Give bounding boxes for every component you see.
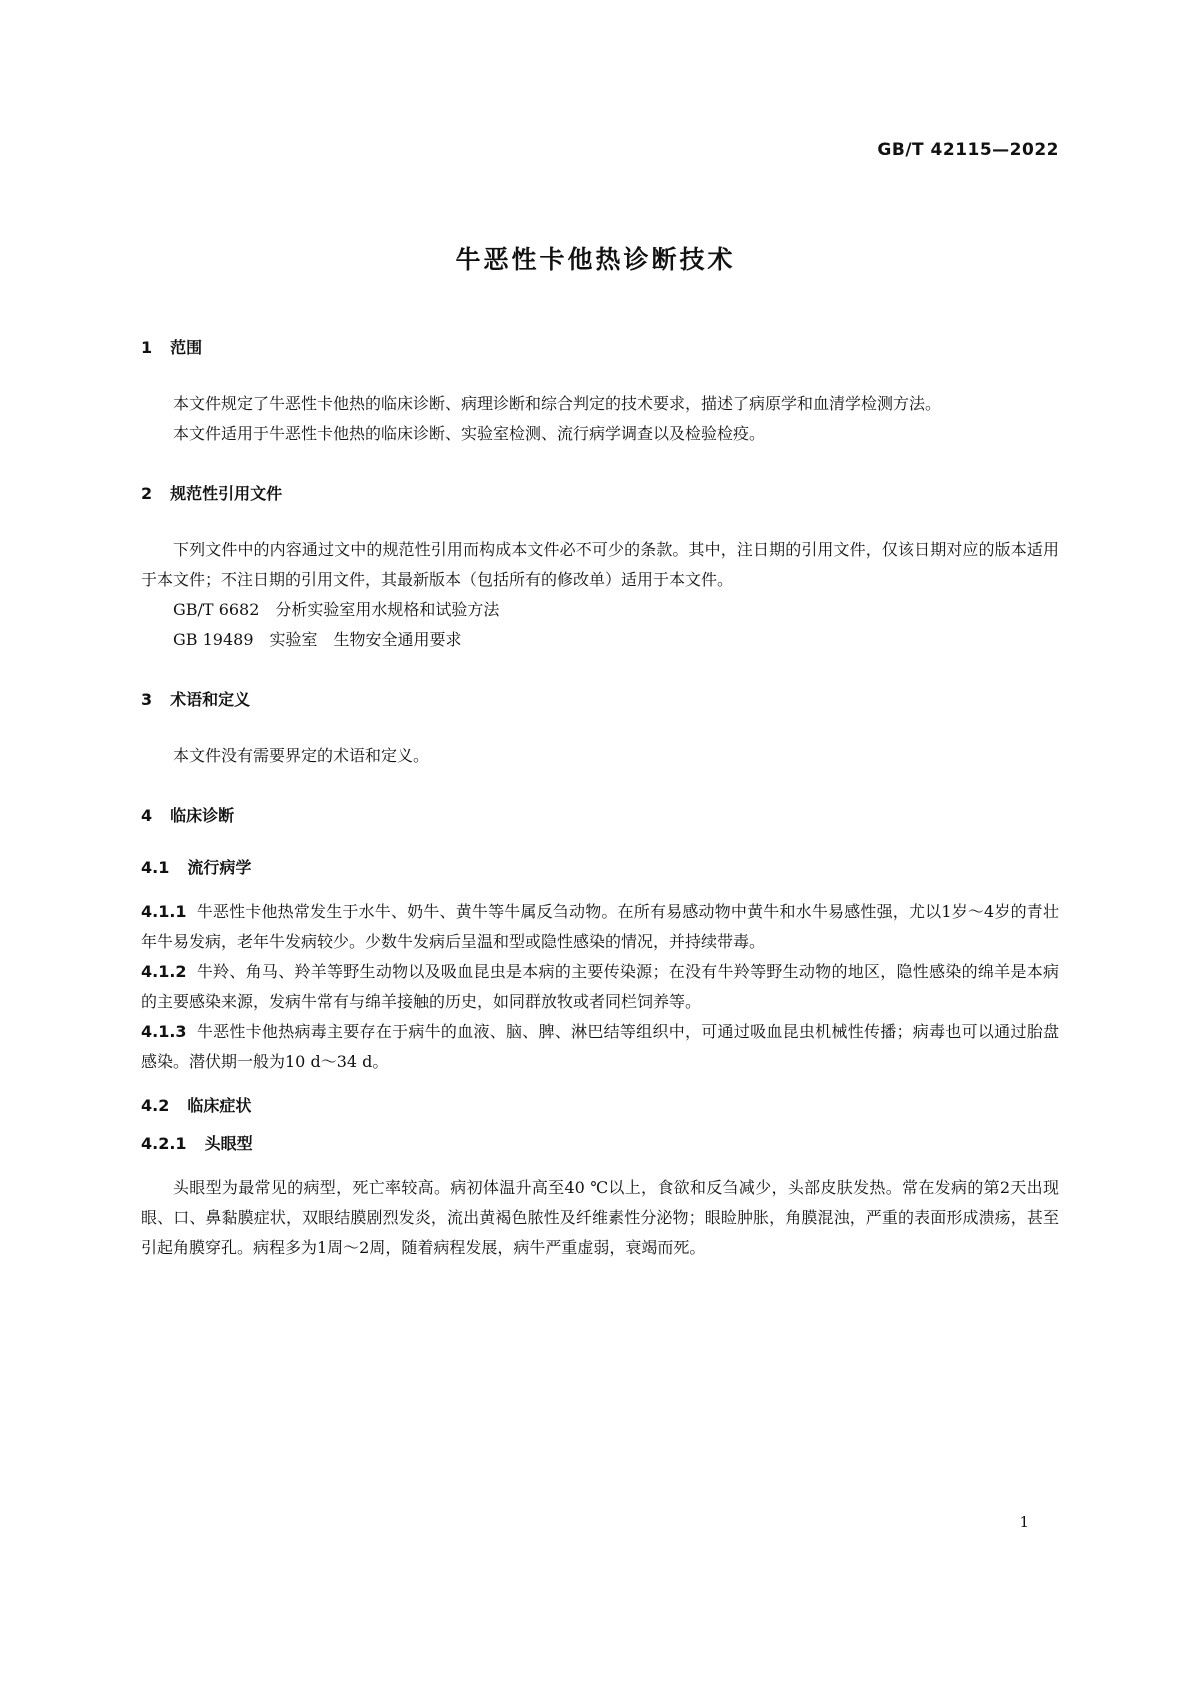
section-title: 临床症状 <box>187 1096 252 1115</box>
reference-title: 实验室 生物安全通用要求 <box>269 630 462 649</box>
clause-number: 4.1.3 <box>141 1022 187 1041</box>
section-number: 4.2 <box>141 1096 170 1115</box>
clause-text: 牛恶性卡他热病毒主要存在于病牛的血液、脑、脾、淋巴结等组织中，可通过吸血昆虫机械性传播；病毒也可以通过胎盘感染。潜伏期一般为10 d～34 d。 <box>141 1022 1059 1071</box>
clause-text: 牛羚、角马、羚羊等野生动物以及吸血昆虫是本病的主要传染源；在没有牛羚等野生动物的地区，隐性感染的绵羊是本病的主要感染来源，发病牛常有与绵羊接触的历史，如同群放牧或者同栏饲养等。 <box>141 962 1059 1011</box>
normative-reference <box>141 625 1059 655</box>
section-3-heading <box>141 689 1059 711</box>
reference-title: 分析实验室用水规格和试验方法 <box>275 600 500 619</box>
page-number: 1 <box>1019 1513 1029 1531</box>
section-title: 范围 <box>170 338 203 357</box>
section-title: 规范性引用文件 <box>170 484 283 503</box>
subsection-4-2-1-paragraph: 头眼型为最常见的病型，死亡率较高。病初体温升高至40 ℃以上，食欲和反刍减少，头部皮肤发热。常在发病的第2天出现眼、口、鼻黏膜症状，双眼结膜剧烈发炎，流出黄褐色脓性及纤维素性分泌物；眼睑肿胀，角膜混浊，严重的表面形成溃疡，甚至引起角膜穿孔。病程多为1周～2周，随着病程发展，病牛严重虚弱，衰竭而死。 <box>141 1178 1059 1257</box>
section-number: 4.2.1 <box>141 1134 187 1153</box>
normative-reference <box>141 595 1059 625</box>
document-title: 牛恶性卡他热诊断技术 <box>455 245 736 274</box>
reference-code: GB/T 6682 <box>173 600 260 619</box>
clause-text: 牛恶性卡他热常发生于水牛、奶牛、黄牛等牛属反刍动物。在所有易感动物中黄牛和水牛易感性强，尤以1岁～4岁的青壮年牛易发病，老年牛发病较少。少数牛发病后呈温和型或隐性感染的情况，并持续带毒。 <box>141 902 1059 951</box>
document-body <box>141 337 1059 1263</box>
clause-number: 4.1.2 <box>141 962 187 981</box>
section-number: 4.1 <box>141 858 170 877</box>
standard-code: GB/T 42115—2022 <box>877 140 1059 160</box>
section-2-heading <box>141 483 1059 505</box>
clause-number: 4.1.1 <box>141 902 187 921</box>
clause-4-1-2 <box>141 957 1059 1017</box>
section-number: 2 <box>141 484 153 503</box>
section-number: 4 <box>141 806 153 825</box>
section-title: 流行病学 <box>187 858 252 877</box>
section-3-paragraph-1: 本文件没有需要界定的术语和定义。 <box>173 746 430 765</box>
subsection-4-2-1-heading <box>141 1133 1059 1155</box>
subsection-4-2-heading <box>141 1095 1059 1117</box>
section-number: 1 <box>141 338 153 357</box>
section-number: 3 <box>141 690 153 709</box>
section-1-paragraph-1: 本文件规定了牛恶性卡他热的临床诊断、病理诊断和综合判定的技术要求，描述了病原学和血清学检测方法。 <box>173 394 942 413</box>
section-title: 头眼型 <box>204 1134 253 1153</box>
section-4-heading <box>141 805 1059 827</box>
reference-code: GB 19489 <box>173 630 254 649</box>
subsection-4-1-heading <box>141 857 1059 879</box>
clause-4-1-3 <box>141 1017 1059 1077</box>
clause-4-1-1 <box>141 897 1059 957</box>
section-1-heading <box>141 337 1059 359</box>
section-title: 临床诊断 <box>170 806 235 825</box>
section-1-paragraph-2: 本文件适用于牛恶性卡他热的临床诊断、实验室检测、流行病学调查以及检验检疫。 <box>173 424 766 443</box>
section-title: 术语和定义 <box>170 690 251 709</box>
section-2-paragraph-1: 下列文件中的内容通过文中的规范性引用而构成本文件必不可少的条款。其中，注日期的引用文件，仅该日期对应的版本适用于本文件；不注日期的引用文件，其最新版本（包括所有的修改单）适用于本文件。 <box>141 540 1059 589</box>
